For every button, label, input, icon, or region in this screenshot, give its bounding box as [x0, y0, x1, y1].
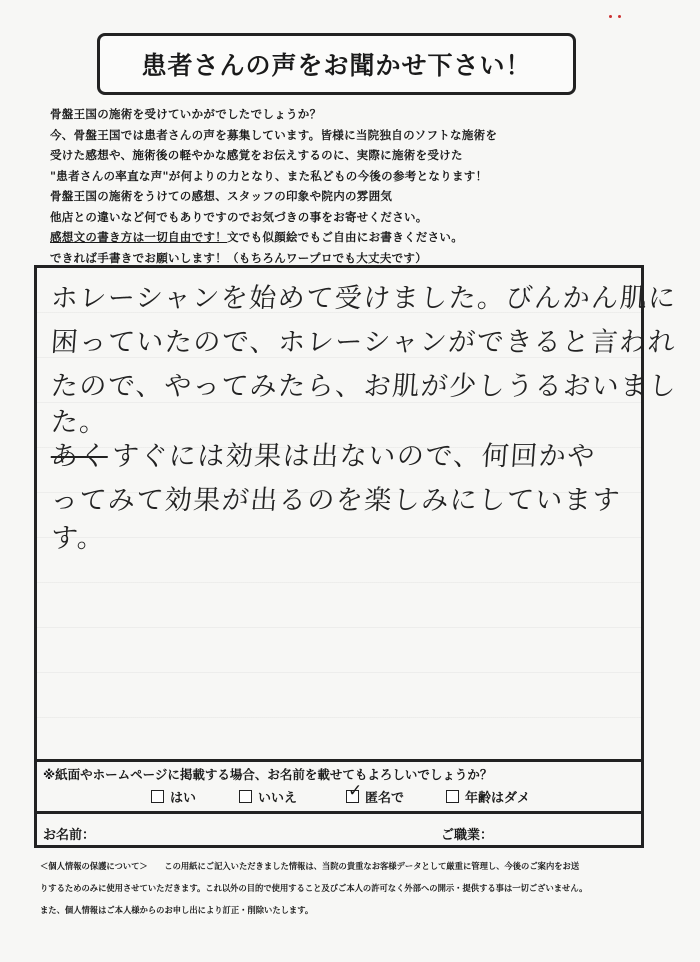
corner-marks — [609, 15, 621, 18]
intro-line: "患者さんの率直な声"が何よりの力となり、また私どもの今後の参考となります！ — [50, 168, 488, 183]
intro-emphasis-rest: 文でも似顔絵でもご自由にお書きください。 — [227, 230, 463, 244]
privacy-line: りするためのみに使用させていただきます。これ以外の目的で使用すること及びご本人の許可なく外部への開示・提供する事は一切ございません。 — [40, 883, 588, 893]
comment-line: す。 — [49, 523, 107, 554]
intro-line: 骨盤王国の施術をうけての感想、スタッフの印象や院内の雰囲気 — [50, 189, 393, 203]
intro-line: 今、骨盤王国では患者さんの声を募集しています。皆様に当院独自のソフトな施術を — [50, 127, 498, 142]
check-mark-icon: ✓ — [348, 781, 363, 801]
option-label: いいえ — [258, 791, 298, 806]
name-label: お名前： — [43, 828, 96, 843]
comment-line: ってみて効果が出るのを楽しみにしています — [49, 485, 622, 516]
red-dot — [609, 15, 612, 18]
job-label: ご職業： — [441, 828, 494, 843]
checkbox[interactable] — [239, 790, 252, 803]
checkbox[interactable] — [446, 790, 459, 803]
option-label: 匿名で — [365, 791, 405, 806]
comment-line-text: すぐには効果は出ないので、何回かや — [110, 441, 597, 472]
page-title: 患者さんの声をお聞かせ下さい！ — [141, 51, 532, 80]
intro-line: 受けた感想や、施術後の軽やかな感覚をお伝えするのに、実際に施術を受けた — [50, 148, 463, 162]
comment-area[interactable] — [37, 268, 679, 759]
title-box — [97, 33, 576, 95]
comment-line: たので、やってみたら、お肌が少しうるおいまし — [49, 371, 679, 402]
option-yes[interactable] — [151, 787, 196, 806]
name-row — [37, 813, 641, 848]
comment-line: 困っていたので、ホレーシャンができると言われ — [49, 327, 678, 358]
comment-line — [50, 434, 598, 473]
crossed-out-scribble: あく — [49, 441, 109, 472]
intro-line: 骨盤王国の施術を受けていかがでしたでしょうか？ — [50, 107, 322, 121]
divider — [37, 759, 641, 762]
consent-options — [37, 781, 641, 809]
option-label: 年齢はダメ — [465, 791, 531, 806]
comment-line: ホレーシャンを始めて受けました。びんかん肌に — [49, 283, 678, 314]
checkbox[interactable] — [151, 790, 164, 803]
intro-emphasis: 感想文の書き方は一切自由です！ — [50, 230, 227, 244]
privacy-notice — [40, 855, 660, 921]
intro-line: できれば手書きでお願いします！（もちろんワープロでも大丈夫です） — [50, 250, 428, 265]
privacy-line: また、個人情報はご本人様からのお申し出により訂正・削除いたします。 — [40, 905, 314, 915]
comment-line: た。 — [49, 407, 109, 438]
checkbox-checked[interactable] — [346, 781, 363, 803]
red-dot — [618, 15, 621, 18]
privacy-line: ＜個人情報の保護について＞ この用紙にご記入いただきました情報は、当院の貴重なお客様データとして厳重に管理し、今後のご案内をお送 — [40, 861, 580, 871]
option-no-age[interactable] — [446, 787, 530, 806]
option-anonymous[interactable] — [346, 781, 405, 806]
comment-form — [34, 265, 679, 848]
option-label: はい — [170, 791, 197, 806]
intro-line: 他店との違いなど何でもありですのでお気づきの事をお寄せください。 — [50, 209, 428, 224]
option-no[interactable] — [239, 787, 297, 806]
intro-text — [50, 104, 670, 268]
intro-line — [50, 227, 670, 248]
consent-question: ※紙面やホームページに掲載する場合、お名前を載せてもよろしいでしょうか？ — [43, 767, 493, 782]
